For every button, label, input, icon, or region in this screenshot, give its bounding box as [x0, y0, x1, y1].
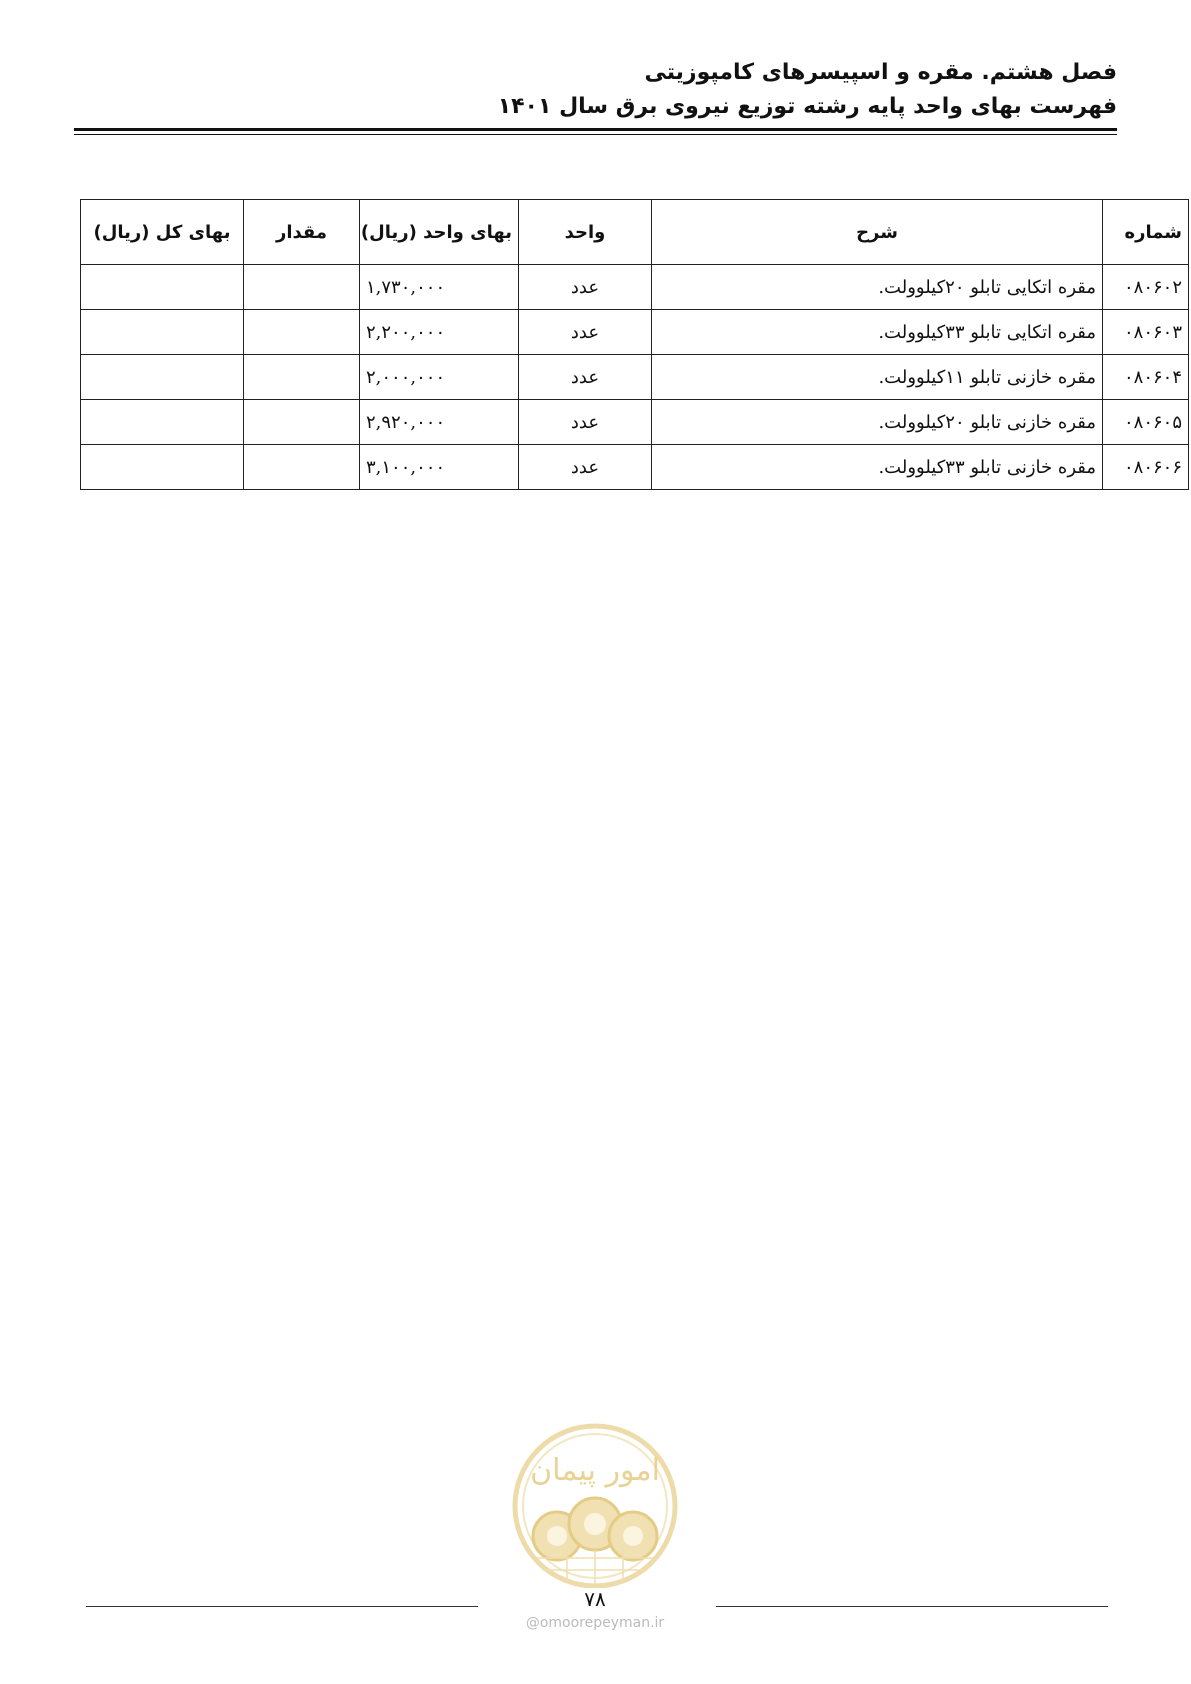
website-watermark: @omoorepeyman.ir: [525, 1615, 665, 1631]
table-row: [81, 310, 1189, 355]
price-table: [80, 199, 1189, 490]
footer-rule-left: [86, 1606, 478, 1607]
header-total-price: بهای کل (ریال): [81, 200, 244, 265]
cell-description: مقره اتکایی تابلو ۲۰کیلوولت.: [652, 265, 1103, 310]
cell-description: مقره خازنی تابلو ۲۰کیلوولت.: [652, 400, 1103, 445]
header-unit: واحد: [519, 200, 652, 265]
cell-quantity: [244, 310, 360, 355]
cell-unit: عدد: [519, 355, 652, 400]
cell-unit: عدد: [519, 400, 652, 445]
table-row: [81, 400, 1189, 445]
cell-number: ۰۸۰۶۰۵: [1103, 400, 1189, 445]
cell-quantity: [244, 265, 360, 310]
watermark-text: امور پیمان: [530, 1453, 660, 1488]
page-number: ۷۸: [584, 1587, 606, 1611]
cell-unit-price: ۲,۲۰۰,۰۰۰: [360, 310, 519, 355]
cell-unit: عدد: [519, 265, 652, 310]
cell-number: ۰۸۰۶۰۴: [1103, 355, 1189, 400]
cell-unit-price: ۱,۷۳۰,۰۰۰: [360, 265, 519, 310]
cell-description: مقره خازنی تابلو ۳۳کیلوولت.: [652, 445, 1103, 490]
chapter-title: فصل هشتم. مقره و اسپیسرهای کامپوزیتی: [644, 60, 1117, 85]
header-unit-price: بهای واحد (ریال): [360, 200, 519, 265]
document-title: فهرست بهای واحد پایه رشته توزیع نیروی برق سال ۱۴۰۱: [497, 94, 1117, 119]
table-row: [81, 265, 1189, 310]
cell-unit-price: ۳,۱۰۰,۰۰۰: [360, 445, 519, 490]
cell-total-price: [81, 310, 244, 355]
cell-unit: عدد: [519, 310, 652, 355]
table-header-row: [81, 200, 1189, 265]
header-description: شرح: [652, 200, 1103, 265]
footer-rule-right: [716, 1606, 1108, 1607]
cell-total-price: [81, 265, 244, 310]
cell-number: ۰۸۰۶۰۶: [1103, 445, 1189, 490]
cell-number: ۰۸۰۶۰۲: [1103, 265, 1189, 310]
table-row: [81, 355, 1189, 400]
cell-total-price: [81, 355, 244, 400]
page-header: [74, 56, 1117, 124]
cell-quantity: [244, 400, 360, 445]
cell-unit-price: ۲,۰۰۰,۰۰۰: [360, 355, 519, 400]
header-number: شماره: [1103, 200, 1189, 265]
header-rule-thin: [74, 134, 1117, 135]
cell-quantity: [244, 355, 360, 400]
cell-total-price: [81, 445, 244, 490]
cell-number: ۰۸۰۶۰۳: [1103, 310, 1189, 355]
cell-quantity: [244, 445, 360, 490]
watermark-logo: [497, 1418, 693, 1588]
cell-unit: عدد: [519, 445, 652, 490]
header-quantity: مقدار: [244, 200, 360, 265]
cell-total-price: [81, 400, 244, 445]
cell-unit-price: ۲,۹۲۰,۰۰۰: [360, 400, 519, 445]
cell-description: مقره خازنی تابلو ۱۱کیلوولت.: [652, 355, 1103, 400]
cell-description: مقره اتکایی تابلو ۳۳کیلوولت.: [652, 310, 1103, 355]
table-row: [81, 445, 1189, 490]
header-rule-thick: [74, 128, 1117, 131]
